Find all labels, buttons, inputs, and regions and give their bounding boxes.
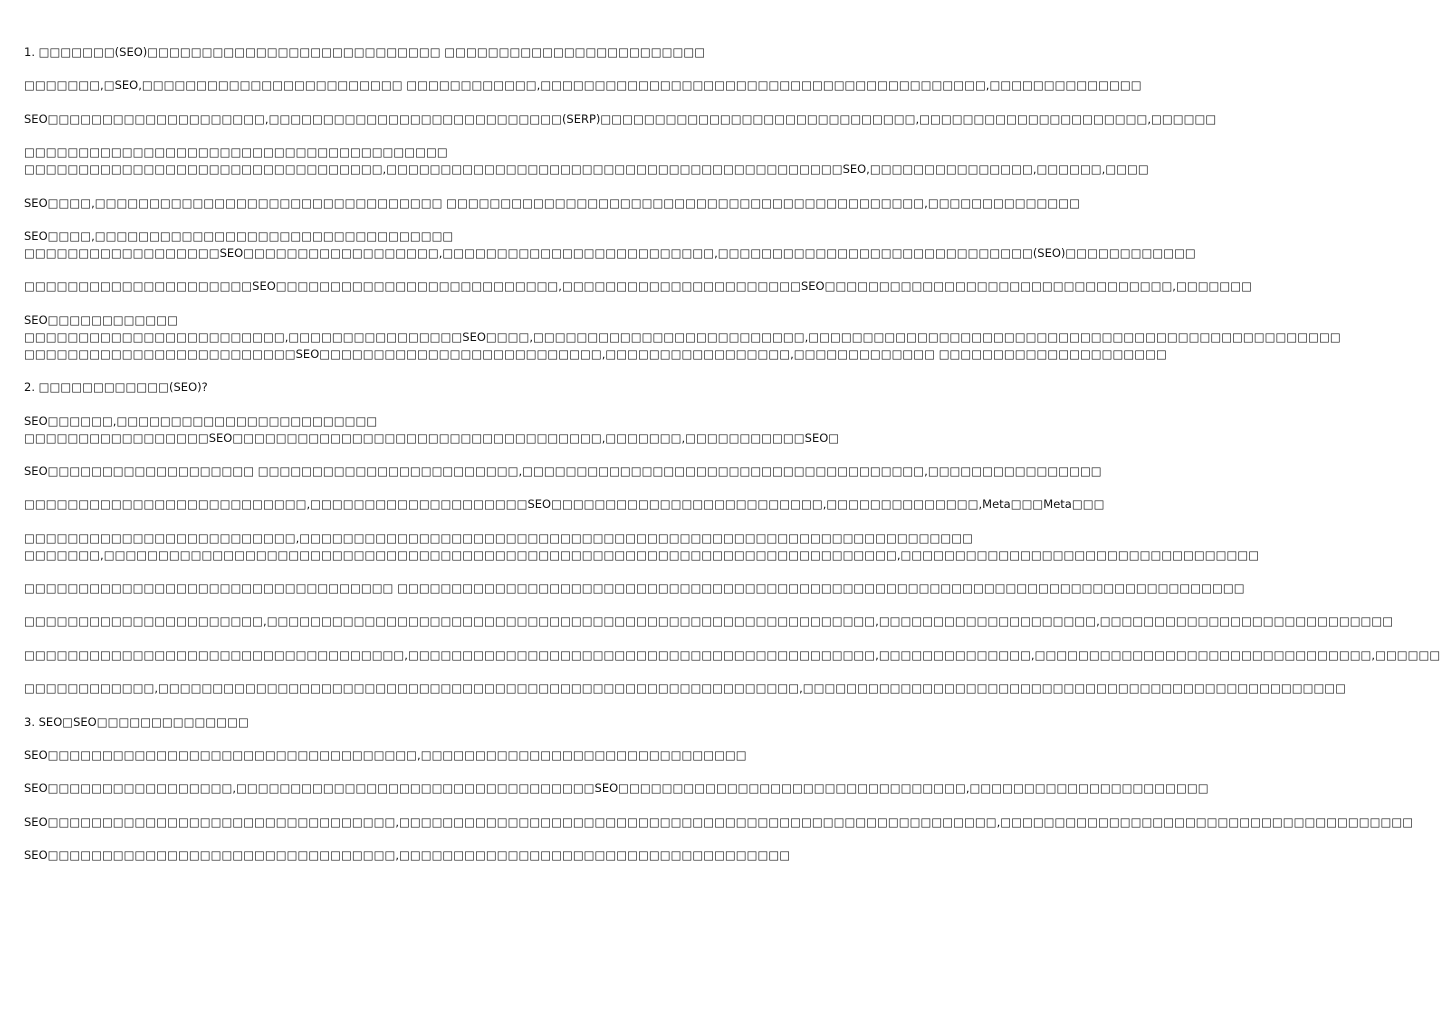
text-line: □□□□□□□□□□□□□□□□□□□□□□□□□□□□□□□□□□□□□□□ [24, 145, 448, 160]
text-line: □□□□□□□□□□□□□□□□□□□□□□□□□SEO□□□□□□□□□□□□□□□□□□□□□□□□□□,□□□□□□□□□□□□□□□□□,□□□□□□□□□□□□□ □□□□□□□□□□□□□□□□□□□□□ [24, 346, 1167, 361]
text-line: □□□□□□□□□□□□□□□□□SEO□□□□□□□□□□□□□□□□□□□□□□□□□□□□□□□□□□,□□□□□□□,□□□□□□□□□□□SEO□ [24, 430, 840, 445]
text-line: SEO□□□□,□□□□□□□□□□□□□□□□□□□□□□□□□□□□□□□□ □□□□□□□□□□□□□□□□□□□□□□□□□□□□□□□□□□□□□□□□□□□□,□□□□□□□□□□□□□□ [24, 195, 1080, 210]
text-line: □□□□□□□□□□□□□□□□□□□□□□□□□□□□□□□□□,□□□□□□□□□□□□□□□□□□□□□□□□□□□□□□□□□□□□□□□□□□SEO,□□□□□□□□□□□□□□□,□□□□□□,□□□□ [24, 162, 1149, 177]
paragraph [24, 278, 1253, 295]
text-line: □□□□□□□□□□□□□□□□□□□□□□□□□,□□□□□□□□□□□□□□□□□□□□□□□□□□□□□□□□□□□□□□□□□□□□□□□□□□□□□□□□□□□□□□ [24, 530, 973, 545]
paragraph [24, 847, 791, 864]
text-line: □□□□□□□□□□□□□□□□□□□□□□,□□□□□□□□□□□□□□□□□□□□□□□□□□□□□□□□□□□□□□□□□□□□□□□□□□□□□□□□,□□□□□□□□□□□□□□□□□□□□,□□□□□□□□□□□□□□□□□□□□□□□□□□□ [24, 614, 1394, 629]
text-line: □□□□□□□□□□□□□□□□□□□□□□□□□□□□□□□□□□□,□□□□□□□□□□□□□□□□□□□□□□□□□□□□□□□□□□□□□□□□□□□,□□□□□□□□□□□□□□,□□□□□□□□□□□□□□□□□□□□□□□□□□□□□□□,□□□□□□ [24, 647, 1440, 662]
text-line: 1. □□□□□□□(SEO)□□□□□□□□□□□□□□□□□□□□□□□□□□□ □□□□□□□□□□□□□□□□□□□□□□□□ [24, 45, 706, 59]
paragraph [24, 613, 1394, 630]
text-line: SEO□□□□□□□□□□□□ [24, 312, 179, 327]
text-line: 3. SEO□SEO□□□□□□□□□□□□□□ [24, 714, 249, 729]
paragraph [24, 413, 840, 447]
section-heading [24, 44, 720, 61]
paragraph [24, 780, 1209, 797]
text-line: SEO□□□□□□□□□□□□□□□□□□□□□□□□□□□□□□□□□□,□□□□□□□□□□□□□□□□□□□□□□□□□□□□□□ [24, 748, 747, 763]
text-line: SEO□□□□□□□□□□□□□□□□□□□□□□□□□□□□□□□□,□□□□□□□□□□□□□□□□□□□□□□□□□□□□□□□□□□□□ [24, 848, 791, 863]
paragraph [24, 680, 1347, 697]
paragraph [24, 463, 1102, 480]
text-line: □□□□□□□□□□□□,□□□□□□□□□□□□□□□□□□□□□□□□□□□□□□□□□□□□□□□□□□□□□□□□□□□□□□□□□□□,□□□□□□□□□□□□□□□□□□□□□□□□□□□□□□□□□□□□□□□□□□□□□□□□□□ [24, 681, 1347, 696]
text-line: SEO□□□□,□□□□□□□□□□□□□□□□□□□□□□□□□□□□□□□□□ [24, 228, 454, 243]
section-heading [24, 379, 720, 396]
paragraph [24, 647, 1440, 664]
text-line: □□□□□□□,□□□□□□□□□□□□□□□□□□□□□□□□□□□□□□□□□□□□□□□□□□□□□□□□□□□□□□□□□□□□□□□□□□□□□□□□□,□□□□□□□□□□□□□□□□□□□□□□□□□□□□□□□□□ [24, 547, 1260, 562]
text-line: □□□□□□□□□□□□□□□□□□□□□SEO□□□□□□□□□□□□□□□□□□□□□□□□□□,□□□□□□□□□□□□□□□□□□□□□□SEO□□□□□□□□□□□□□□□□□□□□□□□□□□□□□□□□,□□□□□□□ [24, 279, 1253, 294]
paragraph [24, 496, 1105, 513]
paragraph [24, 228, 1196, 262]
text-line: SEO□□□□□□□□□□□□□□□□□□□□□□□□□□□□□□□□,□□□□□□□□□□□□□□□□□□□□□□□□□□□□□□□□□□□□□□□□□□□□□□□□□□□□□□□,□□□□□□□□□□□□□□□□□□□□□□□□□□□□□□□□□□□□□□ [24, 814, 1414, 829]
text-line: 2. □□□□□□□□□□□□(SEO)? [24, 380, 208, 395]
text-line: SEO□□□□□□□□□□□□□□□□□□□□,□□□□□□□□□□□□□□□□□□□□□□□□□□□(SERP)□□□□□□□□□□□□□□□□□□□□□□□□□□□□□,□□□□□□□□□□□□□□□□□□□□□,□□□□□□ [24, 111, 1217, 126]
text-line: SEO□□□□□□□□□□□□□□□□□,□□□□□□□□□□□□□□□□□□□□□□□□□□□□□□□□□SEO□□□□□□□□□□□□□□□□□□□□□□□□□□□□□□□□,□□□□□□□□□□□□□□□□□□□□□□ [24, 781, 1209, 796]
paragraph [24, 580, 1245, 597]
text-line: □□□□□□□,□SEO,□□□□□□□□□□□□□□□□□□□□□□□□ □□□□□□□□□□□□,□□□□□□□□□□□□□□□□□□□□□□□□□□□□□□□□□□□□□□□□□,□□□□□□□□□□□□□□ [24, 78, 1142, 93]
paragraph [24, 195, 1080, 212]
text-line: SEO□□□□□□,□□□□□□□□□□□□□□□□□□□□□□□□ [24, 413, 378, 428]
text-line: □□□□□□□□□□□□□□□□□□□□□□□□,□□□□□□□□□□□□□□□□SEO□□□□,□□□□□□□□□□□□□□□□□□□□□□□□□,□□□□□□□□□□□□□□□□□□□□□□□□□□□□□□□□□□□□□□□□□□□□□□□□□ [24, 329, 1341, 344]
text-line: □□□□□□□□□□□□□□□□□□□□□□□□□□,□□□□□□□□□□□□□□□□□□□□SEO□□□□□□□□□□□□□□□□□□□□□□□□□,□□□□□□□□□□□□□□,Meta□□□Meta□□□ [24, 497, 1105, 512]
text-line: □□□□□□□□□□□□□□□□□□□□□□□□□□□□□□□□□□ □□□□□□□□□□□□□□□□□□□□□□□□□□□□□□□□□□□□□□□□□□□□□□□□□□□□□□□□□□□□□□□□□□□□□□□□□□□□□□ [24, 581, 1245, 596]
section-heading [24, 714, 720, 731]
paragraph [24, 77, 1142, 94]
text-line: □□□□□□□□□□□□□□□□□□SEO□□□□□□□□□□□□□□□□□□,□□□□□□□□□□□□□□□□□□□□□□□□□,□□□□□□□□□□□□□□□□□□□□□□□□□□□□□(SEO)□□□□□□□□□□□□ [24, 245, 1196, 260]
paragraph [24, 312, 1341, 363]
paragraph [24, 144, 1149, 178]
paragraph [24, 747, 747, 764]
text-line: SEO□□□□□□□□□□□□□□□□□□□ □□□□□□□□□□□□□□□□□□□□□□□□,□□□□□□□□□□□□□□□□□□□□□□□□□□□□□□□□□□□□□,□□□□□□□□□□□□□□□□ [24, 463, 1102, 478]
paragraph [24, 814, 1414, 831]
paragraph [24, 530, 1260, 564]
paragraph [24, 111, 1217, 128]
